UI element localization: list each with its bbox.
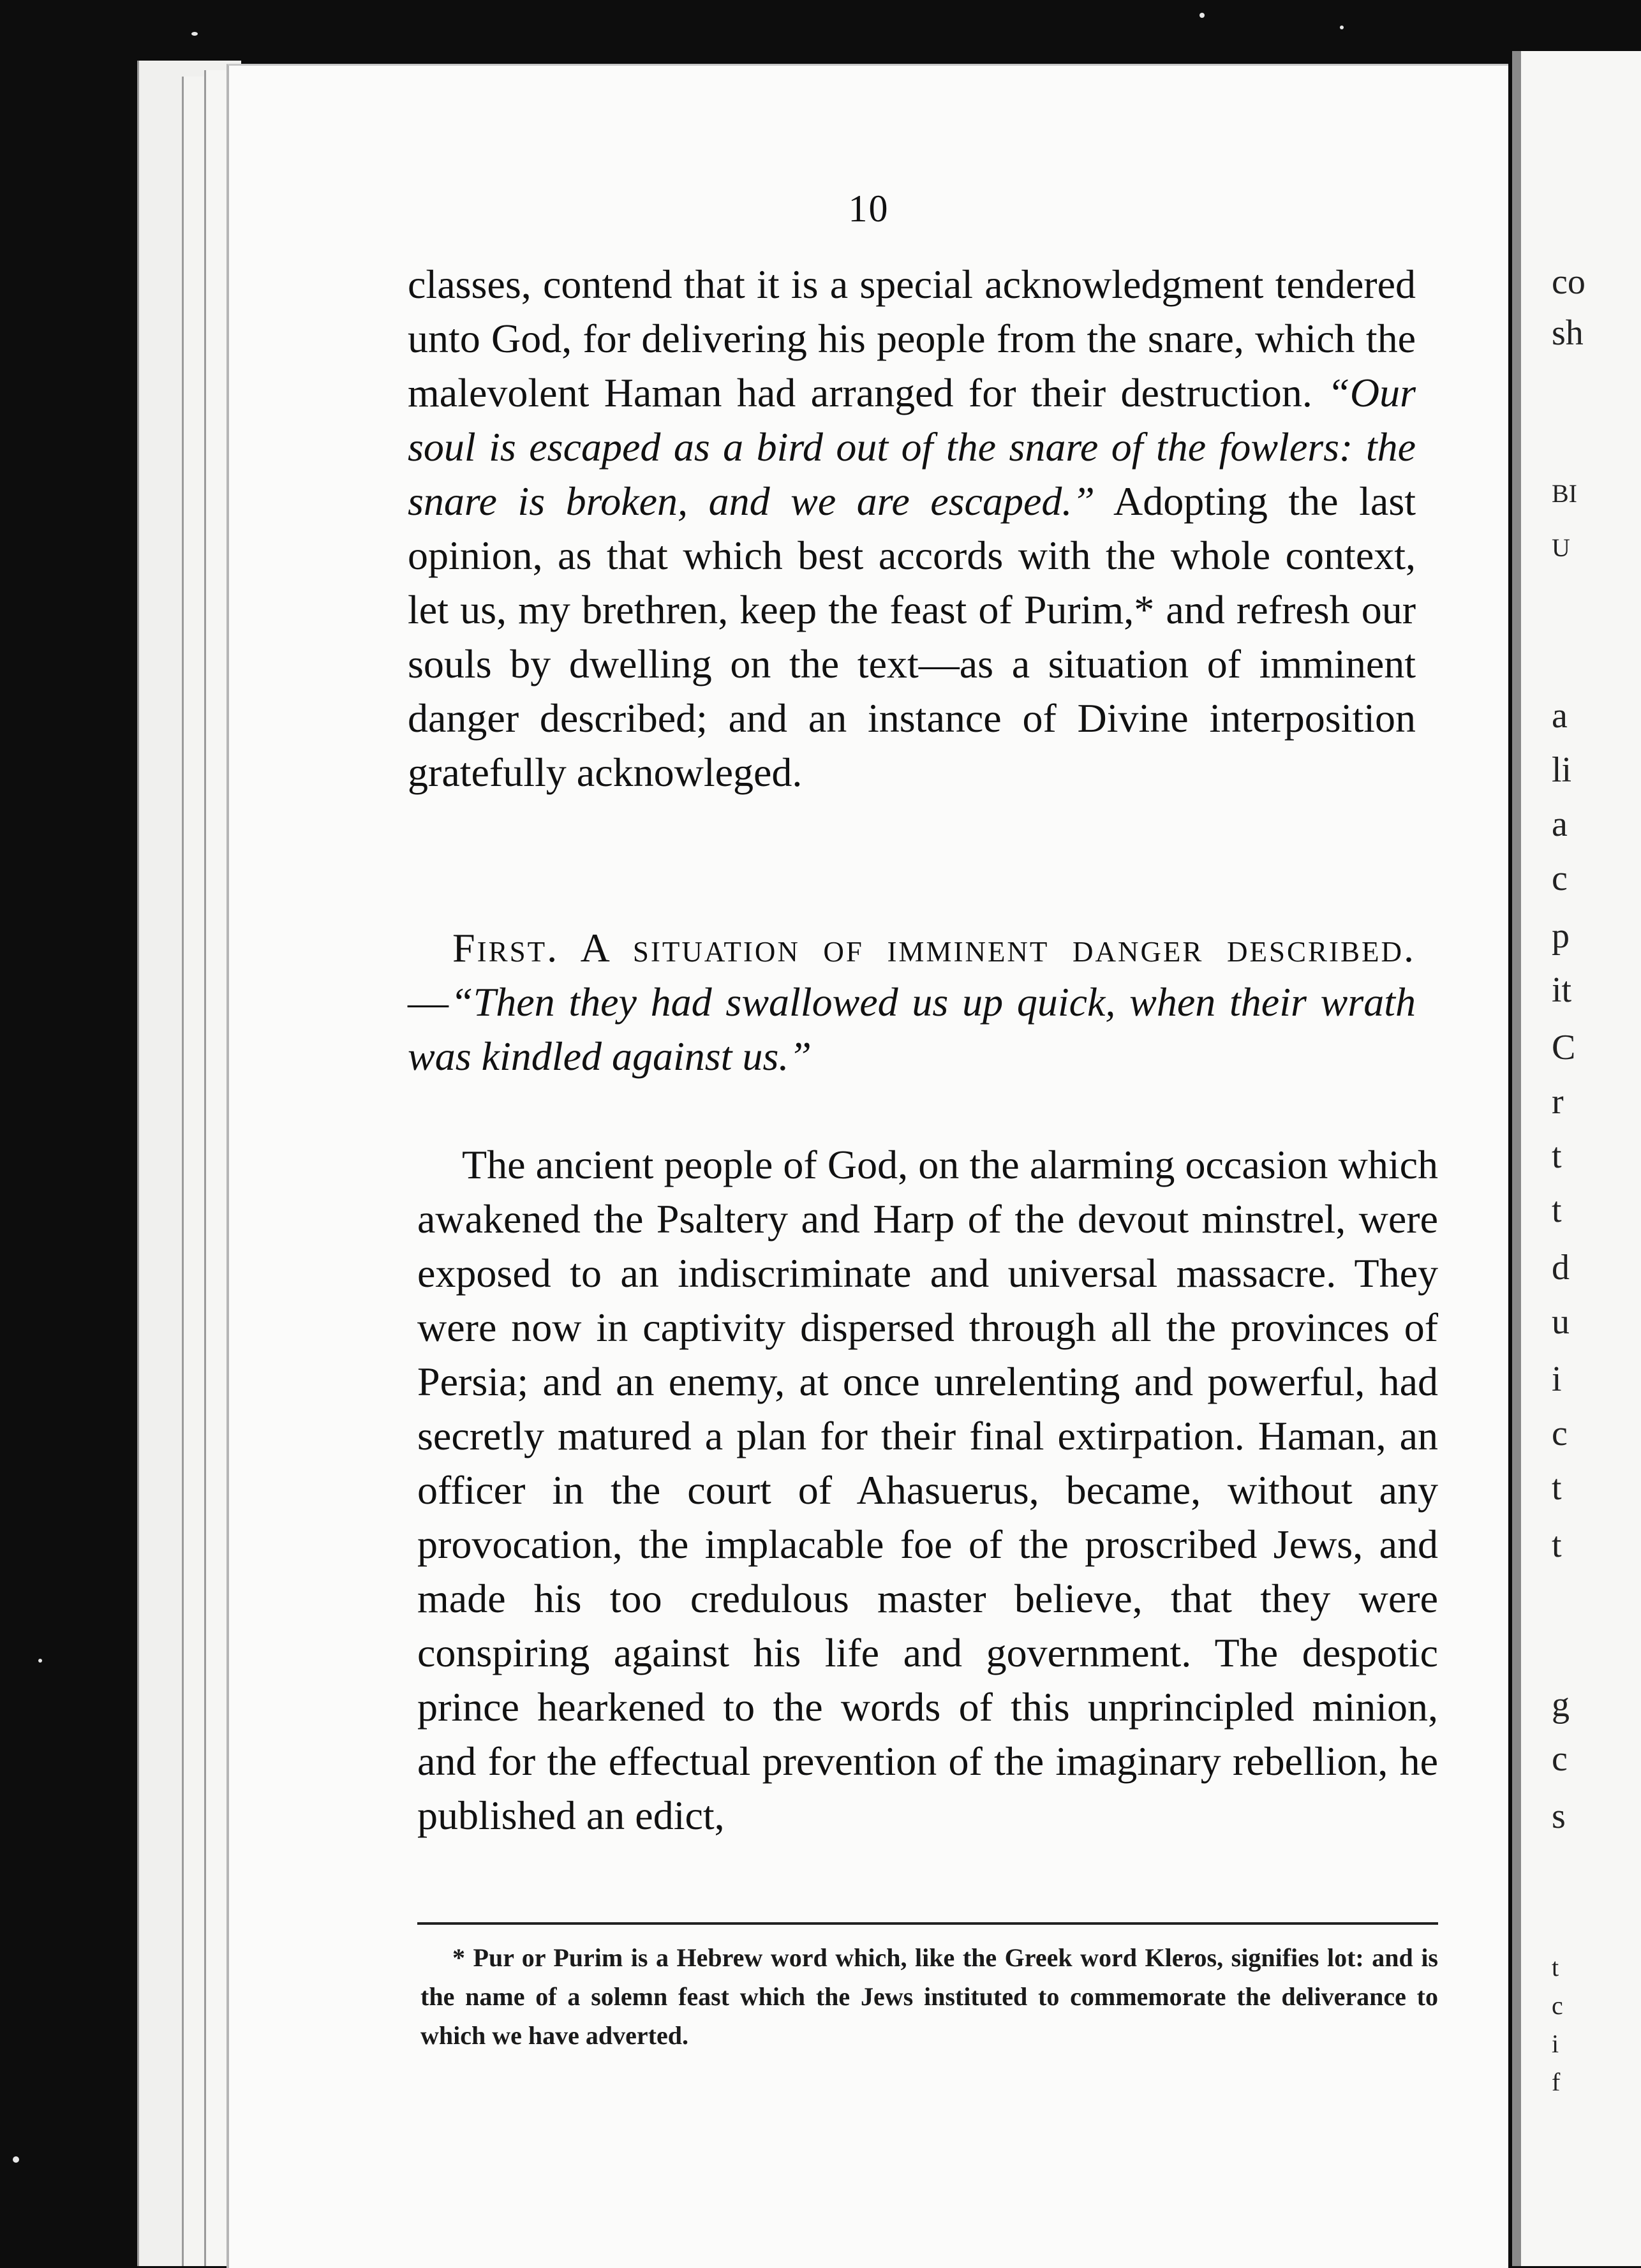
psalm-quote: “Our soul is escaped as a bird out of the snare of the fowlers: the snare is broken, and we are escaped.” bbox=[408, 370, 1416, 524]
facing-page-fragment: t bbox=[1552, 1468, 1562, 1508]
facing-page-fragment: it bbox=[1552, 970, 1572, 1010]
facing-page-fragment: p bbox=[1552, 916, 1570, 956]
paragraph-2-text: The ancient people of God, on the alarming occasion which awakened the Psaltery and Harp of the devout minstrel, were exposed to an indiscriminate and universal massacre. They were now in captivity dispersed through all the provinces of Persia; and an enemy, at once unrelenting and powerful, had secretly matured a plan for their final extirpation. Haman, an officer in the court of Ahasuerus, became, without any provocation, the implacable foe of the proscribed Jews, and made his too credulous master believe, that they were conspiring against his life and government. The despotic prince hearkened to the words of this unprincipled minion, and for the effectual prevention of the imaginary rebellion, he published an edict, bbox=[417, 1142, 1438, 1838]
facing-page-fragment: r bbox=[1552, 1082, 1564, 1122]
facing-page-fragment: t bbox=[1552, 1190, 1562, 1230]
section-number: First. bbox=[452, 925, 560, 970]
paragraph-2 bbox=[417, 1138, 1438, 1842]
facing-page-fragment: d bbox=[1552, 1248, 1570, 1287]
facing-page-fragment: BI bbox=[1552, 479, 1577, 508]
book-page bbox=[226, 64, 1508, 2268]
footnote: * Pur or Purim is a Hebrew word which, like the Greek word Kleros, signifies lot: and is the name of a solemn feast which the Jews instituted to commemorate the deliverance to which we have adverted. bbox=[420, 1943, 1438, 2050]
paragraph-1 bbox=[408, 257, 1416, 799]
facing-page-fragment: i bbox=[1552, 1360, 1562, 1399]
section-quote: “Then they had swallowed us up quick, when their wrath was kindled against us.” bbox=[408, 979, 1416, 1079]
scan-speck bbox=[13, 2156, 19, 2163]
facing-page-fragment: i bbox=[1552, 2029, 1559, 2058]
facing-page-fragment: sh bbox=[1552, 313, 1584, 353]
facing-page-fragment: U bbox=[1552, 533, 1570, 562]
facing-page-fragment: c bbox=[1552, 1414, 1568, 1453]
facing-page bbox=[1512, 51, 1641, 2266]
facing-page-fragment: c bbox=[1552, 859, 1568, 898]
facing-page-fragment: u bbox=[1552, 1302, 1570, 1342]
facing-page-fragment: c bbox=[1552, 1739, 1568, 1779]
paragraph-1-rest: Adopting the last opinion, as that which best accords with the whole context, let us, my brethren, keep the feast of Purim,* and refresh our souls by dwelling on the text—as a situation of imminent danger described; and an instance of Divine interposition gratefully acknowleged. bbox=[408, 478, 1416, 795]
facing-page-fragment: s bbox=[1552, 1797, 1566, 1836]
facing-page-fragment: t bbox=[1552, 1136, 1562, 1176]
scan-speck bbox=[1199, 13, 1205, 18]
facing-page-fragment: C bbox=[1552, 1028, 1576, 1067]
scan-speck bbox=[38, 1659, 42, 1663]
facing-page-fragment: t bbox=[1552, 1953, 1559, 1982]
facing-page-fragment: g bbox=[1552, 1685, 1570, 1724]
facing-page-fragment: c bbox=[1552, 1991, 1563, 2020]
scan-speck bbox=[1340, 26, 1344, 29]
facing-page-fragment: co bbox=[1552, 262, 1585, 302]
footnote-rule bbox=[417, 1922, 1438, 1925]
facing-page-fragment: t bbox=[1552, 1525, 1562, 1565]
facing-page-fragment: li bbox=[1552, 750, 1572, 790]
scan-speck bbox=[191, 32, 198, 36]
paragraph-1-text: classes, contend that it is a special acknowledgment tendered unto God, for delivering his people from the snare, which the malevolent Haman had arranged for their destruction. bbox=[408, 262, 1416, 415]
facing-page-fragment: a bbox=[1552, 696, 1568, 736]
facing-page-fragment: f bbox=[1552, 2068, 1561, 2096]
section-heading-block bbox=[408, 921, 1416, 1083]
page-number: 10 bbox=[848, 188, 889, 230]
facing-page-fragment: a bbox=[1552, 804, 1568, 844]
section-heading: A situation of imminent danger described.— bbox=[408, 925, 1416, 1025]
